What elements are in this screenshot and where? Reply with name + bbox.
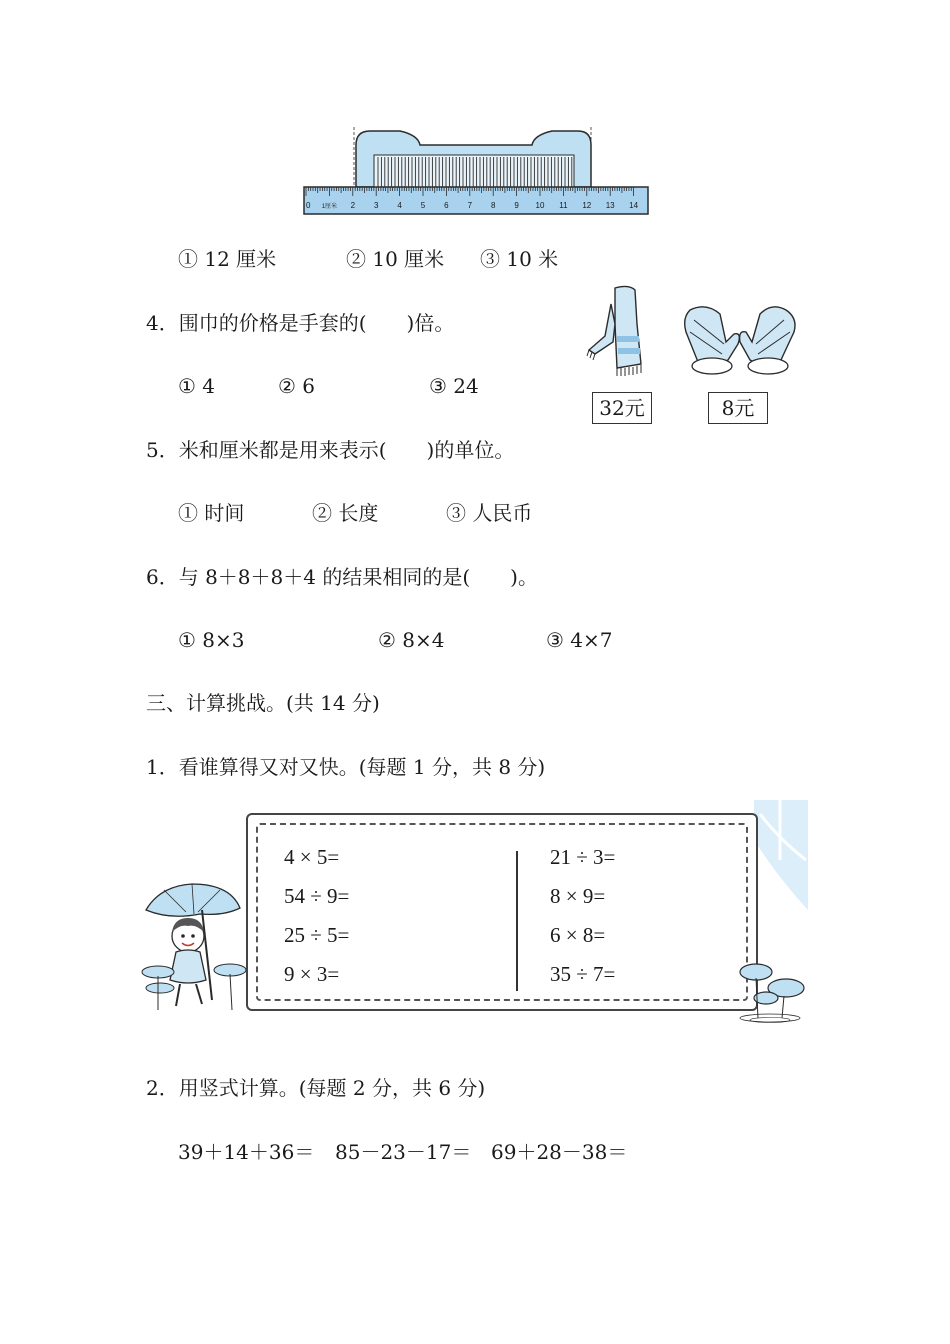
q3-option-3[interactable]: ③ 10 米	[480, 247, 559, 271]
mittens-icon	[676, 302, 804, 380]
q6-question: 6．与 8＋8＋8＋4 的结果相同的是( )。	[146, 565, 538, 589]
ruler-tick-label: 6	[444, 201, 449, 210]
ruler-tick-label: 10	[535, 201, 545, 210]
calc-1-instruction: 1．看谁算得又对又快。(每题 1 分，共 8 分)	[146, 755, 546, 779]
quick-calc-dashed-frame	[256, 823, 748, 1001]
comb-ruler-illustration	[300, 125, 652, 217]
ruler-tick-label: 0	[306, 201, 311, 210]
q3-option-2[interactable]: ② 10 厘米	[346, 247, 445, 271]
calc-left-3: 25 ÷ 5=	[284, 923, 350, 947]
calc-left-4: 9 × 3=	[284, 962, 340, 986]
q5-option-1[interactable]: ① 时间	[178, 501, 245, 525]
q4-option-1[interactable]: ① 4	[178, 374, 216, 398]
calc-right-4: 35 ÷ 7=	[550, 962, 616, 986]
board-divider	[516, 851, 518, 991]
calc-right-3: 6 × 8=	[550, 923, 606, 947]
ruler-tick-label: 8	[490, 201, 496, 210]
ruler-tick-label: 4	[397, 201, 402, 210]
q6-option-3[interactable]: ③ 4×7	[546, 628, 613, 652]
section-3-title: 三、计算挑战。(共 14 分)	[146, 691, 380, 715]
ruler-tick-label: 14	[629, 201, 639, 210]
calc-left-2: 54 ÷ 9=	[284, 884, 350, 908]
ruler-tick-label: 5	[420, 201, 426, 210]
calc-left-1: 4 × 5=	[284, 845, 340, 869]
quick-calc-board	[246, 813, 758, 1011]
q4-question: 4．围巾的价格是手套的( )倍。	[146, 311, 455, 335]
girl-with-leaf-icon	[140, 880, 248, 1015]
ruler-tick-label: 1厘米	[321, 204, 338, 210]
ruler-tick-label: 3	[373, 201, 379, 210]
vertical-calc-1: 39＋14＋36＝	[178, 1140, 315, 1164]
comb-icon	[356, 131, 591, 187]
vertical-calc-2: 85－23－17＝	[335, 1140, 472, 1164]
ruler-tick-label: 12	[582, 201, 592, 210]
ruler-tick-label: 2	[350, 201, 356, 210]
ruler-tick-label: 13	[605, 201, 615, 210]
q4-option-3[interactable]: ③ 24	[429, 374, 479, 398]
scarf-price-label: 32元	[592, 392, 652, 424]
q3-option-1[interactable]: ① 12 厘米	[178, 247, 277, 271]
ruler-tick-label: 11	[559, 201, 568, 210]
ruler-icon	[304, 187, 648, 214]
q6-option-1[interactable]: ① 8×3	[178, 628, 245, 652]
scarf-icon	[585, 284, 651, 380]
q5-question: 5．米和厘米都是用来表示( )的单位。	[146, 438, 515, 462]
q5-option-2[interactable]: ② 长度	[312, 501, 379, 525]
q4-option-2[interactable]: ② 6	[278, 374, 316, 398]
mitten-price-label: 8元	[708, 392, 768, 424]
vertical-calc-3: 69＋28－38＝	[491, 1140, 628, 1164]
q6-option-2[interactable]: ② 8×4	[378, 628, 445, 652]
calc-right-2: 8 × 9=	[550, 884, 606, 908]
ruler-tick-label: 9	[514, 201, 519, 210]
calc-right-1: 21 ÷ 3=	[550, 845, 616, 869]
lotus-leaves-icon	[736, 958, 808, 1024]
window-decoration-icon	[750, 800, 808, 910]
calc-2-instruction: 2．用竖式计算。(每题 2 分，共 6 分)	[146, 1076, 486, 1100]
q5-option-3[interactable]: ③ 人民币	[446, 501, 533, 525]
ruler-tick-label: 7	[467, 201, 473, 210]
